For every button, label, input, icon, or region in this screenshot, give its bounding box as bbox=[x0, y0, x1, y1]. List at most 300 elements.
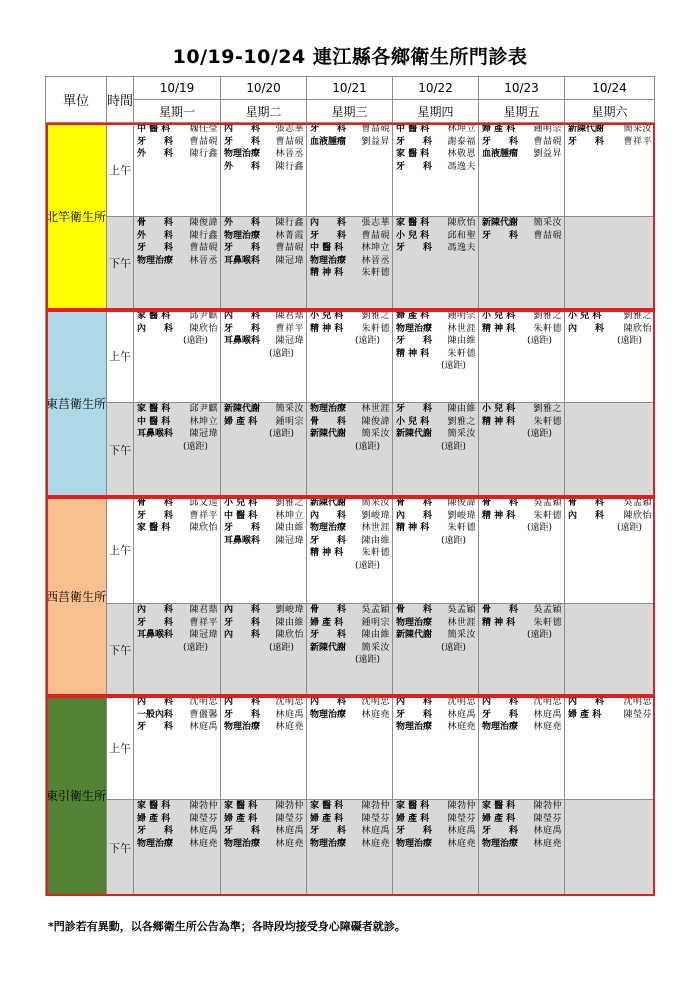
clinic-entry bbox=[134, 604, 220, 617]
doctor-name: 朱軒德 bbox=[361, 323, 390, 334]
remote-note: (遠距) bbox=[526, 336, 552, 347]
department: 牙 科 bbox=[310, 124, 347, 134]
doctor-name: 陳欣怡 bbox=[447, 218, 476, 228]
doctor-name: 林庭堯 bbox=[361, 709, 390, 720]
doctor-name: 林庭禹 bbox=[533, 826, 562, 837]
department: 家 醫 科 bbox=[482, 801, 516, 811]
schedule-cell bbox=[393, 800, 479, 896]
clinic-entry bbox=[221, 335, 306, 348]
department: 家 醫 科 bbox=[396, 218, 430, 228]
weekday-header: 星期四 bbox=[393, 100, 479, 123]
clinic-entry bbox=[221, 323, 306, 336]
time-morning: 上午 bbox=[107, 123, 134, 217]
department: 新陳代謝 bbox=[310, 498, 347, 508]
doctor-name: 曹儷馨 bbox=[189, 709, 218, 720]
clinic-entry bbox=[134, 696, 220, 709]
department: 婦 產 科 bbox=[310, 813, 344, 824]
department: 家 醫 科 bbox=[137, 311, 171, 321]
schedule-cell bbox=[393, 310, 479, 403]
department: 中 醫 科 bbox=[224, 510, 258, 521]
clinic-entry bbox=[221, 522, 306, 535]
department: 血液腫瘤 bbox=[310, 136, 347, 147]
department: 耳鼻喉科 bbox=[137, 630, 174, 641]
schedule-row bbox=[46, 497, 655, 604]
doctor-name: 張志華 bbox=[361, 218, 390, 228]
schedule-cell bbox=[479, 217, 565, 310]
department: 家 醫 科 bbox=[396, 801, 430, 811]
clinic-entry bbox=[134, 497, 220, 510]
clinic-entry bbox=[221, 838, 306, 851]
department: 外 科 bbox=[224, 161, 261, 172]
clinic-entry bbox=[565, 136, 654, 149]
clinic-entry bbox=[479, 310, 564, 323]
doctor-name: 陳由維 bbox=[447, 404, 476, 414]
clinic-entry bbox=[393, 161, 478, 174]
clinic-entry bbox=[134, 617, 220, 630]
schedule-row bbox=[46, 310, 655, 403]
doctor-name: 陳由維 bbox=[361, 630, 390, 641]
doctor-name: 劉雅之 bbox=[447, 416, 476, 427]
department: 內 科 bbox=[137, 697, 174, 707]
clinic-entry bbox=[134, 721, 220, 734]
doctor-name: 陳由維 bbox=[447, 336, 476, 347]
doctor-name: 林晉丞 bbox=[361, 255, 390, 266]
department: 牙 科 bbox=[310, 826, 347, 837]
schedule-cell bbox=[221, 497, 307, 604]
clinic-entry bbox=[393, 230, 478, 243]
department: 骨 科 bbox=[137, 218, 174, 228]
clinic-entry bbox=[221, 696, 306, 709]
department: 物理治療 bbox=[137, 838, 174, 849]
clinic-entry bbox=[565, 123, 654, 136]
department: 牙 科 bbox=[137, 722, 174, 733]
doctor-name: 陳由維 bbox=[275, 523, 304, 534]
doctor-name: 沈明忠 bbox=[623, 697, 652, 707]
department: 新陳代謝 bbox=[224, 404, 261, 414]
doctor-name: 曹祥平 bbox=[275, 323, 304, 334]
department: 內 科 bbox=[310, 697, 347, 707]
department: 婦 產 科 bbox=[310, 617, 344, 628]
schedule-cell bbox=[393, 217, 479, 310]
clinic-entry bbox=[134, 800, 220, 813]
doctor-name: 陳勃仲 bbox=[361, 801, 390, 811]
schedule-cell bbox=[565, 696, 655, 800]
department: 物理治療 bbox=[396, 722, 433, 733]
department: 牙 科 bbox=[224, 617, 261, 628]
department: 家 醫 科 bbox=[224, 801, 258, 811]
doctor-name: 陳瑩芬 bbox=[275, 813, 304, 824]
doctor-name: 沈明忠 bbox=[361, 697, 390, 707]
department: 牙 科 bbox=[310, 230, 347, 241]
doctor-name: 邱尹麒 bbox=[189, 311, 218, 321]
clinic-entry bbox=[393, 629, 478, 642]
department: 牙 科 bbox=[482, 826, 519, 837]
clinic-entry bbox=[479, 838, 564, 851]
doctor-name: 劉雅之 bbox=[361, 311, 390, 321]
doctor-name: 吳孟穎 bbox=[533, 605, 562, 615]
clinic-entry bbox=[134, 416, 220, 429]
doctor-name: 曹喆硯 bbox=[533, 136, 562, 147]
schedule-cell bbox=[221, 217, 307, 310]
clinic-entry bbox=[307, 242, 392, 255]
schedule-cell bbox=[221, 604, 307, 696]
doctor-name: 陳行鑫 bbox=[189, 149, 218, 160]
clinic-entry bbox=[221, 148, 306, 161]
doctor-name: 陳由維 bbox=[275, 617, 304, 628]
time-morning: 上午 bbox=[107, 696, 134, 800]
department: 小 兒 科 bbox=[224, 498, 258, 508]
clinic-entry bbox=[307, 403, 392, 416]
department: 婦 產 科 bbox=[482, 124, 516, 134]
schedule-cell bbox=[134, 217, 221, 310]
doctor-name: 吳孟穎 bbox=[533, 498, 562, 508]
clinic-entry bbox=[221, 617, 306, 630]
clinic-entry bbox=[479, 709, 564, 722]
doctor-name: 朱軒德 bbox=[447, 523, 476, 534]
department: 牙 科 bbox=[224, 136, 261, 147]
schedule-cell bbox=[307, 604, 393, 696]
unit-column-header: 單位 bbox=[46, 77, 107, 123]
schedule-cell bbox=[479, 403, 565, 497]
doctor-name: 陳由維 bbox=[361, 535, 390, 546]
department: 耳鼻喉科 bbox=[224, 255, 261, 266]
department: 牙 科 bbox=[137, 510, 174, 521]
doctor-name: 林庭禹 bbox=[189, 826, 218, 837]
department: 新陳代謝 bbox=[396, 429, 433, 440]
schedule-cell bbox=[307, 217, 393, 310]
clinic-entry bbox=[134, 428, 220, 441]
doctor-name: 朱軒德 bbox=[361, 268, 390, 279]
clinic-entry bbox=[134, 123, 220, 136]
doctor-name: 林庭堯 bbox=[361, 838, 390, 849]
schedule-cell bbox=[134, 604, 221, 696]
clinic-entry bbox=[393, 800, 478, 813]
department: 牙 科 bbox=[482, 709, 519, 720]
doctor-name: 林庭禹 bbox=[447, 709, 476, 720]
department: 內 科 bbox=[482, 697, 519, 707]
department: 耳鼻喉科 bbox=[137, 429, 174, 440]
clinic-schedule-table bbox=[45, 76, 655, 896]
doctor-name: 林坤立 bbox=[275, 510, 304, 521]
schedule-cell bbox=[307, 123, 393, 217]
footnote: *門診若有異動，以各鄉衛生所公告為準；各時段均接受身心障礙者就診。 bbox=[48, 920, 406, 933]
clinic-entry bbox=[393, 323, 478, 336]
unit-name: 西莒衛生所 bbox=[46, 497, 107, 696]
doctor-name: 魏任瑩 bbox=[189, 124, 218, 134]
clinic-entry bbox=[307, 323, 392, 336]
clinic-entry bbox=[134, 255, 220, 268]
doctor-name: 邱和聖 bbox=[447, 230, 476, 241]
clinic-entry bbox=[307, 604, 392, 617]
clinic-entry bbox=[221, 416, 306, 429]
department: 精 神 科 bbox=[310, 323, 344, 334]
department: 骨 科 bbox=[482, 605, 519, 615]
doctor-name: 朱軒德 bbox=[533, 323, 562, 334]
clinic-entry bbox=[565, 510, 654, 523]
doctor-name: 林晉丞 bbox=[275, 149, 304, 160]
department: 內 科 bbox=[310, 218, 347, 228]
clinic-entry bbox=[221, 136, 306, 149]
remote-note: (遠距) bbox=[440, 642, 466, 653]
department: 精 神 科 bbox=[482, 416, 516, 427]
time-column-header: 時間 bbox=[107, 77, 134, 123]
doctor-name: 陳勃仲 bbox=[447, 801, 476, 811]
time-morning: 上午 bbox=[107, 310, 134, 403]
department: 小 兒 科 bbox=[482, 311, 516, 321]
clinic-entry bbox=[221, 230, 306, 243]
schedule-row bbox=[46, 123, 655, 217]
clinic-entry bbox=[307, 123, 392, 136]
doctor-name: 林庭堯 bbox=[447, 722, 476, 733]
remote-note: (遠距) bbox=[440, 535, 466, 546]
doctor-name: 馮逸夫 bbox=[447, 243, 476, 254]
header-date-row bbox=[46, 77, 655, 100]
weekday-header: 星期二 bbox=[221, 100, 307, 123]
doctor-name: 朱軒德 bbox=[361, 548, 390, 559]
clinic-entry bbox=[221, 497, 306, 510]
clinic-entry bbox=[221, 217, 306, 230]
department: 物理治療 bbox=[224, 838, 261, 849]
weekday-header: 星期五 bbox=[479, 100, 565, 123]
doctor-name: 曹喆硯 bbox=[189, 136, 218, 147]
clinic-entry bbox=[221, 721, 306, 734]
department: 中 醫 科 bbox=[396, 124, 430, 134]
clinic-entry bbox=[393, 510, 478, 523]
doctor-name: 簡采汝 bbox=[447, 630, 476, 641]
clinic-entry bbox=[134, 838, 220, 851]
clinic-entry bbox=[479, 123, 564, 136]
clinic-entry bbox=[221, 123, 306, 136]
department: 牙 科 bbox=[482, 136, 519, 147]
doctor-name: 陳欣怡 bbox=[189, 323, 218, 334]
schedule-cell bbox=[307, 696, 393, 800]
doctor-name: 陳行鑫 bbox=[275, 161, 304, 172]
date-header: 10/23 bbox=[479, 77, 565, 100]
department: 精 神 科 bbox=[310, 548, 344, 559]
clinic-entry bbox=[221, 510, 306, 523]
remote-note: (遠距) bbox=[440, 361, 466, 372]
department: 家 醫 科 bbox=[137, 523, 171, 534]
remote-note: (遠距) bbox=[182, 336, 208, 347]
department: 牙 科 bbox=[396, 243, 433, 254]
clinic-entry bbox=[221, 800, 306, 813]
department: 牙 科 bbox=[137, 617, 174, 628]
doctor-name: 陳瑩芬 bbox=[447, 813, 476, 824]
clinic-entry bbox=[134, 510, 220, 523]
schedule-row bbox=[46, 800, 655, 896]
date-header: 10/20 bbox=[221, 77, 307, 100]
clinic-entry bbox=[393, 497, 478, 510]
department: 內 科 bbox=[224, 311, 261, 321]
doctor-name: 劉益昇 bbox=[361, 136, 390, 147]
clinic-entry bbox=[479, 510, 564, 523]
schedule-cell bbox=[479, 310, 565, 403]
schedule-row bbox=[46, 604, 655, 696]
clinic-entry bbox=[479, 825, 564, 838]
doctor-name: 吳孟穎 bbox=[623, 498, 652, 508]
date-header: 10/21 bbox=[307, 77, 393, 100]
doctor-name: 陳瑩芬 bbox=[361, 813, 390, 824]
doctor-name: 曹祥平 bbox=[189, 510, 218, 521]
doctor-name: 林敬恩 bbox=[447, 149, 476, 160]
department: 物理治療 bbox=[310, 709, 347, 720]
remote-note: (遠距) bbox=[182, 441, 208, 452]
department: 牙 科 bbox=[396, 709, 433, 720]
doctor-name: 林坤立 bbox=[361, 243, 390, 254]
doctor-name: 曹喆硯 bbox=[361, 124, 390, 134]
doctor-name: 陳欣怡 bbox=[623, 323, 652, 334]
department: 新陳代謝 bbox=[310, 429, 347, 440]
clinic-entry bbox=[221, 255, 306, 268]
schedule-cell bbox=[134, 800, 221, 896]
doctor-name: 沈明忠 bbox=[275, 697, 304, 707]
clinic-entry bbox=[393, 709, 478, 722]
date-header: 10/22 bbox=[393, 77, 479, 100]
doctor-name: 張志華 bbox=[275, 124, 304, 134]
clinic-entry bbox=[134, 522, 220, 535]
department: 家 醫 科 bbox=[137, 801, 171, 811]
doctor-name: 陳勃仲 bbox=[189, 801, 218, 811]
doctor-name: 陳勃仲 bbox=[533, 801, 562, 811]
clinic-entry bbox=[479, 217, 564, 230]
clinic-entry bbox=[307, 535, 392, 548]
clinic-entry bbox=[307, 825, 392, 838]
department: 家 醫 科 bbox=[396, 149, 430, 160]
department: 小 兒 科 bbox=[310, 311, 344, 321]
department: 精 神 科 bbox=[482, 617, 516, 628]
doctor-name: 陳行鑫 bbox=[275, 218, 304, 228]
department: 婦 產 科 bbox=[137, 813, 171, 824]
remote-note: (遠距) bbox=[526, 523, 552, 534]
department: 小 兒 科 bbox=[396, 416, 430, 427]
schedule-cell bbox=[134, 497, 221, 604]
department: 骨 科 bbox=[482, 498, 519, 508]
remote-note: (遠距) bbox=[616, 523, 642, 534]
clinic-entry bbox=[479, 721, 564, 734]
date-header: 10/19 bbox=[134, 77, 221, 100]
clinic-entry bbox=[307, 642, 392, 655]
clinic-entry bbox=[565, 497, 654, 510]
department: 牙 科 bbox=[224, 523, 261, 534]
doctor-name: 曹喆硯 bbox=[275, 243, 304, 254]
doctor-name: 林庭禹 bbox=[533, 709, 562, 720]
doctor-name: 吳孟穎 bbox=[361, 605, 390, 615]
department: 物理治療 bbox=[482, 838, 519, 849]
doctor-name: 林庭禹 bbox=[447, 826, 476, 837]
clinic-entry bbox=[479, 323, 564, 336]
department: 內 科 bbox=[568, 697, 605, 707]
doctor-name: 林庭堯 bbox=[275, 838, 304, 849]
clinic-entry bbox=[134, 403, 220, 416]
clinic-entry bbox=[221, 535, 306, 548]
doctor-name: 曹祥平 bbox=[623, 136, 652, 147]
doctor-name: 簡采汝 bbox=[361, 498, 390, 508]
doctor-name: 鍾明宗 bbox=[533, 124, 562, 134]
clinic-entry bbox=[393, 310, 478, 323]
department: 物理治療 bbox=[310, 838, 347, 849]
doctor-name: 沈明忠 bbox=[533, 697, 562, 707]
schedule-cell bbox=[479, 604, 565, 696]
department: 血液腫瘤 bbox=[482, 149, 519, 160]
doctor-name: 劉雅之 bbox=[533, 404, 562, 414]
department: 骨 科 bbox=[310, 605, 347, 615]
department: 牙 科 bbox=[568, 136, 605, 147]
department: 牙 科 bbox=[396, 161, 433, 172]
clinic-entry bbox=[479, 136, 564, 149]
time-afternoon: 下午 bbox=[107, 800, 134, 896]
doctor-name: 劉峻瑋 bbox=[275, 605, 304, 615]
schedule-cell bbox=[393, 403, 479, 497]
department: 內 科 bbox=[224, 697, 261, 707]
department: 新陳代謝 bbox=[568, 124, 605, 134]
department: 外 科 bbox=[137, 230, 174, 241]
clinic-entry bbox=[221, 604, 306, 617]
schedule-cell bbox=[307, 497, 393, 604]
weekday-header: 星期一 bbox=[134, 100, 221, 123]
department: 骨 科 bbox=[310, 416, 347, 427]
clinic-entry bbox=[479, 148, 564, 161]
doctor-name: 劉雅之 bbox=[275, 498, 304, 508]
department: 內 科 bbox=[396, 697, 433, 707]
department: 內 科 bbox=[137, 605, 174, 615]
clinic-entry bbox=[393, 813, 478, 826]
department: 牙 科 bbox=[224, 826, 261, 837]
clinic-entry bbox=[393, 148, 478, 161]
doctor-name: 林庭堯 bbox=[533, 722, 562, 733]
doctor-name: 劉峻瑋 bbox=[447, 510, 476, 521]
department: 精 神 科 bbox=[482, 323, 516, 334]
doctor-name: 吳孟穎 bbox=[447, 605, 476, 615]
doctor-name: 陳瑩芬 bbox=[623, 709, 652, 720]
doctor-name: 陳欣怡 bbox=[189, 523, 218, 534]
doctor-name: 陳君鼎 bbox=[189, 605, 218, 615]
doctor-name: 陳冠瑋 bbox=[189, 429, 218, 440]
doctor-name: 朱軒德 bbox=[533, 416, 562, 427]
clinic-entry bbox=[134, 136, 220, 149]
doctor-name: 林菁霞 bbox=[275, 230, 304, 241]
schedule-cell bbox=[565, 800, 655, 896]
department: 物理治療 bbox=[310, 255, 347, 266]
doctor-name: 陳冠瑋 bbox=[189, 630, 218, 641]
clinic-entry bbox=[393, 242, 478, 255]
doctor-name: 簡采汝 bbox=[447, 429, 476, 440]
department: 外 科 bbox=[224, 218, 261, 228]
clinic-entry bbox=[479, 230, 564, 243]
clinic-entry bbox=[393, 217, 478, 230]
department: 牙 科 bbox=[137, 243, 174, 254]
schedule-cell bbox=[393, 696, 479, 800]
clinic-entry bbox=[393, 335, 478, 348]
department: 婦 產 科 bbox=[396, 813, 430, 824]
department: 物理治療 bbox=[396, 838, 433, 849]
doctor-name: 林庭禹 bbox=[361, 826, 390, 837]
remote-note: (遠距) bbox=[182, 642, 208, 653]
remote-note: (遠距) bbox=[268, 429, 294, 440]
department: 物理治療 bbox=[224, 149, 261, 160]
remote-note: (遠距) bbox=[354, 655, 380, 666]
doctor-name: 簡采汝 bbox=[275, 404, 304, 414]
clinic-entry bbox=[134, 825, 220, 838]
department: 婦 產 科 bbox=[568, 709, 602, 720]
doctor-name: 陳勃仲 bbox=[275, 801, 304, 811]
schedule-row bbox=[46, 403, 655, 497]
department: 新陳代謝 bbox=[396, 630, 433, 641]
date-header: 10/24 bbox=[565, 77, 655, 100]
doctor-name: 鍾明宗 bbox=[361, 617, 390, 628]
unit-name: 東引衛生所 bbox=[46, 696, 107, 896]
doctor-name: 沈明忠 bbox=[189, 697, 218, 707]
department: 牙 科 bbox=[137, 826, 174, 837]
